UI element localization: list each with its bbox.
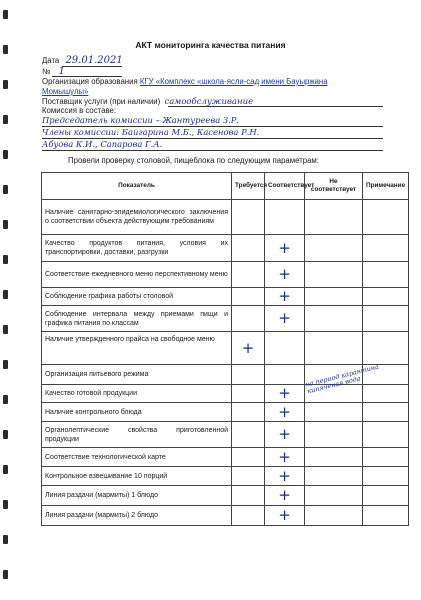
row-indicator: Организация питьевого режима bbox=[42, 365, 232, 385]
compliant-mark: + bbox=[278, 466, 291, 485]
organization-field-cont bbox=[42, 87, 88, 96]
row-indicator: Соответствие технологической карте bbox=[42, 448, 232, 467]
row-indicator: Линия раздачи (мармиты) 1 блюдо bbox=[42, 486, 232, 506]
commission-line-1: Председатель комиссии – Жантуреева З.Р. bbox=[42, 115, 240, 125]
date-field bbox=[42, 55, 123, 66]
table-row bbox=[42, 467, 409, 486]
compliant-mark: + bbox=[278, 425, 291, 443]
commission-line-2: Члены комиссии: Байгарина М.Б., Касенова Р.Н. bbox=[42, 127, 260, 137]
header-compliant: Соответствует bbox=[265, 173, 305, 200]
row-indicator: Наличие утвержденного прайса на свободное меню bbox=[42, 332, 232, 365]
compliant-mark: + bbox=[278, 265, 291, 283]
row-indicator: Соблюдение интервала между приемами пищи и графика питания по классам bbox=[42, 306, 232, 332]
number-value: 1 bbox=[58, 66, 65, 77]
compliant-mark: + bbox=[278, 506, 291, 524]
table-row bbox=[42, 422, 409, 448]
number-label: № bbox=[42, 67, 51, 76]
organization-label: Организация образования bbox=[42, 77, 138, 86]
header-required: Требуется bbox=[232, 173, 265, 200]
table-row bbox=[42, 403, 409, 422]
inspection-table bbox=[41, 172, 409, 526]
table-row bbox=[42, 200, 409, 235]
table-row bbox=[42, 506, 409, 526]
compliant-mark: + bbox=[278, 287, 291, 305]
table-row bbox=[42, 448, 409, 467]
compliant-mark: + bbox=[278, 384, 291, 402]
organization-field bbox=[42, 77, 328, 86]
handwritten-note: на период карантина кипяченая вода bbox=[304, 362, 380, 396]
table-row bbox=[42, 262, 409, 288]
table-row bbox=[42, 306, 409, 332]
date-value: 29.01.2021 bbox=[65, 55, 123, 66]
binder-holes bbox=[0, 0, 12, 600]
organization-value: КГУ «Комплекс «школа-ясли-сад имени Бауыржана bbox=[139, 77, 328, 86]
supplier-value: самообслуживание bbox=[164, 97, 254, 107]
row-indicator: Органолептические свойства приготовленной продукции bbox=[42, 422, 232, 448]
table-row bbox=[42, 385, 409, 403]
row-indicator: Соответствие ежедневного меню перспективному меню bbox=[42, 262, 232, 288]
compliant-mark: + bbox=[278, 402, 291, 421]
compliant-mark: + bbox=[278, 238, 291, 257]
organization-value-cont: Момышулы» bbox=[42, 87, 89, 96]
row-indicator: Наличие контрольного блюда bbox=[42, 403, 232, 422]
compliant-mark: + bbox=[278, 309, 291, 327]
compliant-mark: + bbox=[278, 447, 291, 466]
table-row bbox=[42, 486, 409, 506]
document-title: АКТ мониторинга качества питания bbox=[135, 40, 286, 50]
table-row bbox=[42, 332, 409, 365]
row-indicator: Контрольное взвешивание 10 порций bbox=[42, 467, 232, 486]
header-indicator: Показатель bbox=[42, 173, 232, 200]
compliant-mark: + bbox=[278, 486, 291, 504]
header-noncompliant: Не соответствует bbox=[305, 173, 363, 200]
commission-line-3: Абуова К.И., Сапарова Г.А. bbox=[42, 139, 163, 149]
row-indicator: Качество продуктов питания, условия их транспортировки, доставки, разгрузки bbox=[42, 235, 232, 262]
commission-label: Комиссия в составе: bbox=[42, 106, 117, 115]
row-indicator: Соблюдение графика работы столовой bbox=[42, 288, 232, 306]
table-row bbox=[42, 288, 409, 306]
inspection-intro: Провели проверку столовой, пищеблока по следующим параметрам: bbox=[68, 156, 319, 165]
row-indicator: Наличие санитарно-эпидемиологического заключения о соответствии объекта действующим требованиям bbox=[42, 200, 232, 235]
supplier-label: Поставщик услуги (при наличии) bbox=[42, 97, 161, 106]
row-indicator: Линия раздачи (мармиты) 2 блюдо bbox=[42, 506, 232, 526]
table-row bbox=[42, 235, 409, 262]
required-mark: + bbox=[241, 338, 255, 357]
date-label: Дата bbox=[42, 56, 60, 65]
header-note: Примечание bbox=[363, 173, 409, 200]
row-indicator: Качество готовой продукции bbox=[42, 385, 232, 403]
